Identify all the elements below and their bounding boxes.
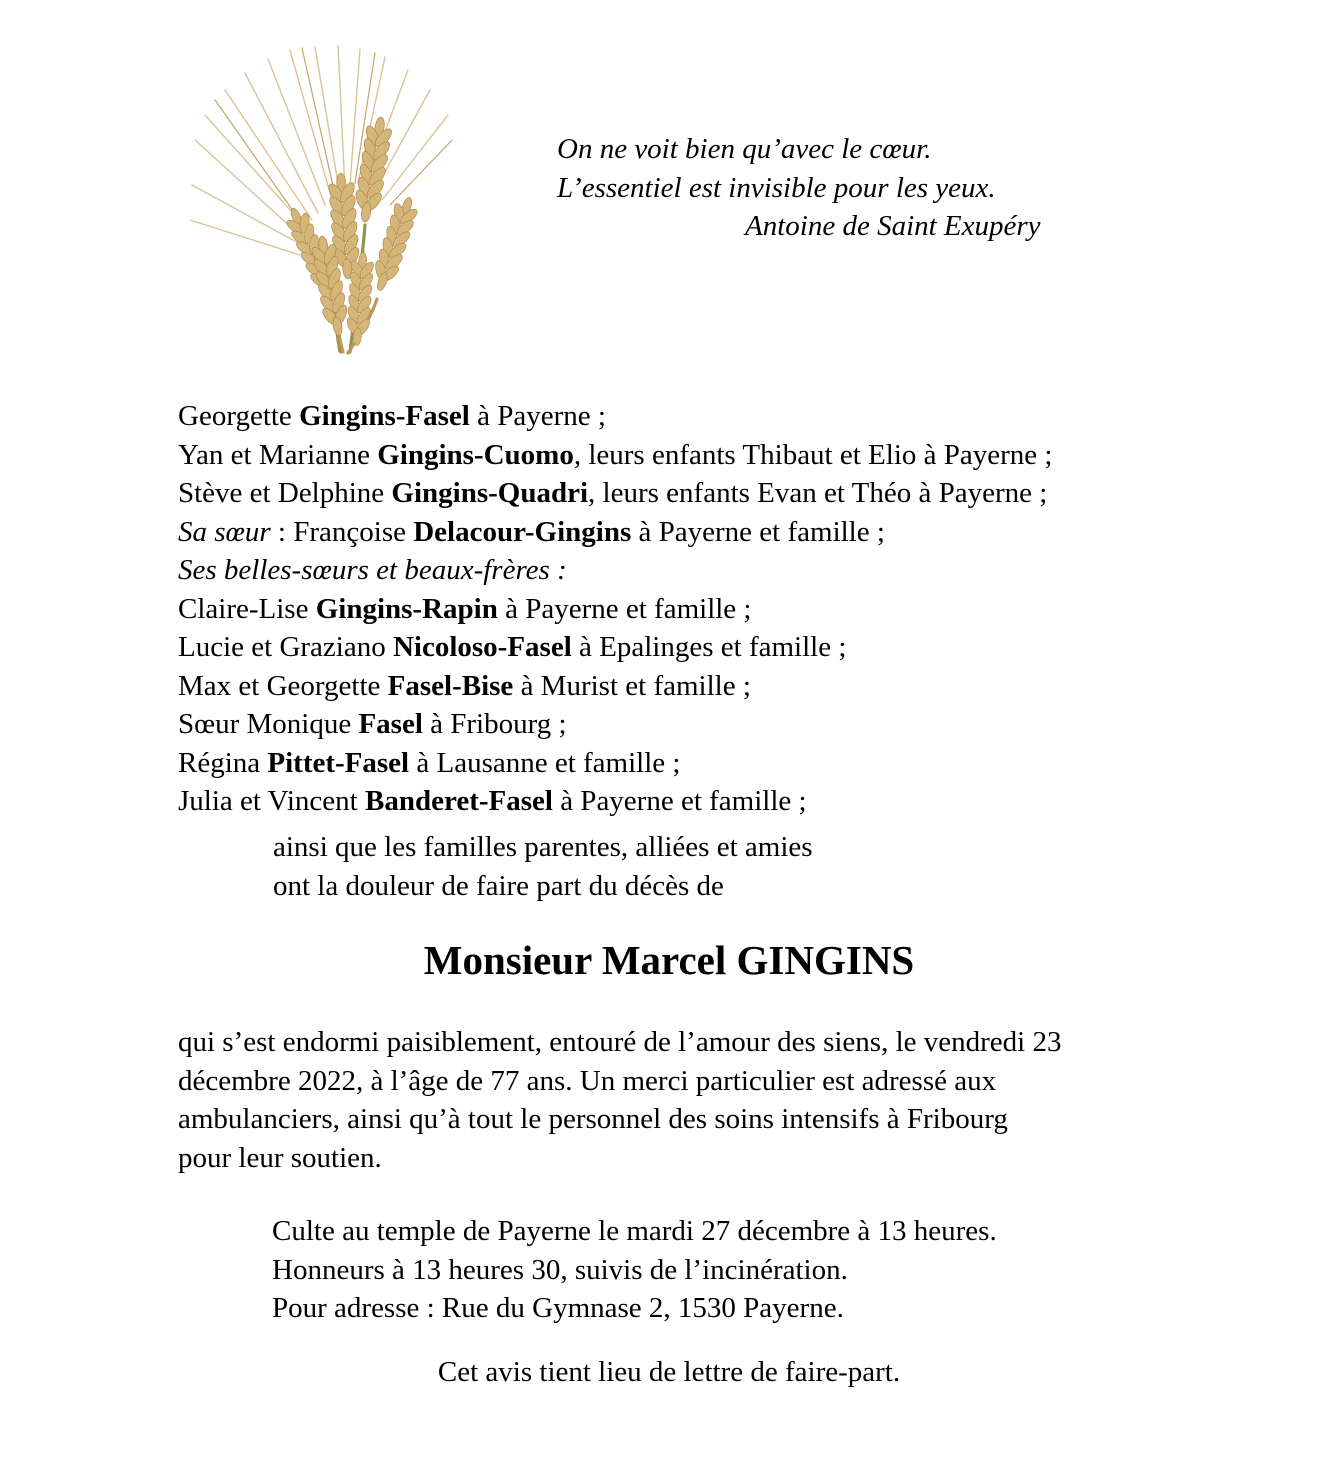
family-line xyxy=(178,436,1052,475)
text-segment: à Fribourg ; xyxy=(422,708,567,740)
family-line xyxy=(178,628,1052,667)
wheat-ears xyxy=(280,115,423,347)
text-segment: Pittet-Fasel xyxy=(267,746,410,779)
family-line xyxy=(178,397,1052,436)
text-segment: , leurs enfants Evan et Théo à Payerne ; xyxy=(588,477,1048,509)
text-segment: à Payerne et famille ; xyxy=(552,785,807,817)
text-segment: Fasel-Bise xyxy=(387,669,514,702)
text-segment: Georgette xyxy=(178,400,300,432)
text-segment: Gingins-Quadri xyxy=(391,477,589,509)
text-segment: Gingins-Fasel xyxy=(299,400,470,432)
announcement-lines xyxy=(273,828,813,905)
text-segment: Sa sœur xyxy=(178,515,271,548)
text-segment: à Payerne et famille ; xyxy=(631,515,885,548)
text-segment: Julia et Vincent xyxy=(178,785,365,817)
memorial-quote xyxy=(557,130,1041,246)
text-segment: Gingins-Cuomo xyxy=(377,438,574,471)
service-details xyxy=(272,1212,997,1328)
quote-attribution: Antoine de Saint Exupéry xyxy=(745,210,1041,242)
text-segment: Max et Georgette xyxy=(178,669,388,702)
text-segment: Stève et Delphine xyxy=(178,477,392,509)
text-line: Pour adresse : Rue du Gymnase 2, 1530 Payerne. xyxy=(272,1292,844,1324)
family-line xyxy=(178,551,1052,590)
text-segment: à Payerne ; xyxy=(469,400,606,432)
text-segment: à Murist et famille ; xyxy=(513,669,751,702)
text-line: ainsi que les familles parentes, alliées et amies xyxy=(273,831,813,863)
text-segment: Banderet-Fasel xyxy=(365,785,553,817)
text-segment: Lucie et Graziano xyxy=(178,631,393,663)
text-segment: Delacour-Gingins xyxy=(413,515,632,548)
family-line xyxy=(178,590,1052,629)
text-segment: Nicoloso-Fasel xyxy=(392,631,572,663)
text-segment: Gingins-Rapin xyxy=(315,592,498,625)
family-line xyxy=(178,667,1052,706)
text-segment: , leurs enfants Thibaut et Elio à Payerne ; xyxy=(573,438,1053,471)
deceased-name-title: Monsieur Marcel GINGINS xyxy=(423,937,915,983)
text-line: pour leur soutien. xyxy=(178,1141,382,1174)
text-line: qui s’est endormi paisiblement, entouré de l’amour des siens, le vendredi 23 xyxy=(178,1026,1062,1058)
text-segment: Claire-Lise xyxy=(178,592,316,625)
closing-line: Cet avis tient lieu de lettre de faire-part. xyxy=(437,1356,901,1388)
text-line: ont la douleur de faire part du décès de xyxy=(273,869,724,902)
notice-paragraph xyxy=(178,1023,1061,1177)
family-line xyxy=(178,782,1052,821)
text-segment: à Lausanne et famille ; xyxy=(409,746,681,779)
text-segment: Fasel xyxy=(358,708,423,740)
text-line: Honneurs à 13 heures 30, suivis de l’incinération. xyxy=(272,1253,848,1286)
family-list xyxy=(178,397,1052,821)
text-segment: Yan et Marianne xyxy=(178,438,378,471)
quote-line: On ne voit bien qu’avec le cœur. xyxy=(557,133,932,165)
text-segment: à Payerne et famille ; xyxy=(497,592,752,625)
wheat-image xyxy=(190,45,490,355)
quote-line: L’essentiel est invisible pour les yeux. xyxy=(557,171,996,204)
family-line xyxy=(178,705,1052,744)
text-segment: Ses belles-sœurs et beaux-frères : xyxy=(178,554,567,586)
family-line xyxy=(178,513,1052,552)
text-segment: à Epalinges et famille ; xyxy=(571,631,847,663)
text-line: décembre 2022, à l’âge de 77 ans. Un merci particulier est adressé aux xyxy=(178,1064,997,1097)
text-segment: : Françoise xyxy=(270,515,414,548)
family-line xyxy=(178,474,1052,513)
text-line: Culte au temple de Payerne le mardi 27 décembre à 13 heures. xyxy=(272,1215,997,1247)
text-segment: Régina xyxy=(178,746,268,779)
family-line xyxy=(178,744,1052,783)
text-line: ambulanciers, ainsi qu’à tout le personnel des soins intensifs à Fribourg xyxy=(178,1103,1008,1135)
text-segment: Sœur Monique xyxy=(178,708,359,740)
